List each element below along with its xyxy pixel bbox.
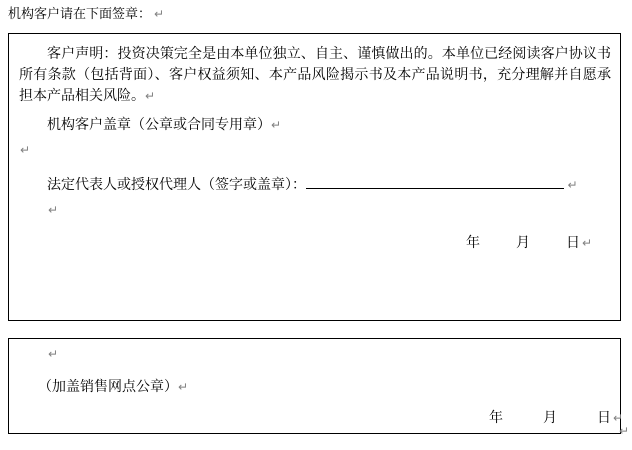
customer-declaration-paragraph (19, 44, 611, 107)
paragraph-mark-icon: ↵ (619, 424, 630, 438)
paragraph-mark-icon: ↵ (145, 89, 156, 103)
paragraph-mark-icon: ↵ (271, 118, 282, 132)
day-label: 日 (566, 236, 580, 251)
year-label: 年 (466, 236, 480, 251)
sales-outlet-seal-note: （加盖销售网点公章） (38, 380, 178, 395)
legal-representative-line (19, 175, 578, 196)
sales-outlet-seal-box (8, 338, 624, 434)
date-placeholder-line (489, 407, 623, 427)
org-seal-instruction-line (19, 115, 281, 136)
day-label: 日 (597, 411, 611, 426)
paragraph-mark-icon: ↵ (48, 203, 59, 217)
legal-rep-label: 法定代表人或授权代理人（签字或盖章）： (47, 178, 306, 193)
date-placeholder-line (466, 232, 592, 252)
paragraph-mark-icon: ↵ (178, 380, 189, 394)
empty-paragraph (20, 143, 30, 157)
page-title: 机构客户请在下面签章： (8, 6, 152, 21)
customer-declaration-text: 客户声明：投资决策完全是由本单位独立、自主、谨慎做出的。本单位已经阅读客户协议书所有条款（包括背面）、客户权益须知、本产品风险揭示书及本产品说明书，充分理解并自愿承担本产品相关风险。 (19, 47, 611, 104)
empty-paragraph (48, 203, 58, 217)
paragraph-mark-icon: ↵ (154, 7, 165, 21)
month-label: 月 (516, 236, 530, 251)
paragraph-mark-icon: ↵ (48, 347, 59, 361)
institutional-customer-signature-box (8, 33, 621, 321)
month-label: 月 (543, 411, 557, 426)
paragraph-mark-icon: ↵ (20, 143, 31, 157)
sales-outlet-seal-line (19, 377, 188, 398)
year-label: 年 (489, 411, 503, 426)
empty-paragraph (48, 347, 58, 361)
paragraph-mark-icon: ↵ (567, 178, 578, 192)
empty-paragraph (619, 422, 629, 440)
paragraph-mark-icon: ↵ (613, 411, 624, 425)
signature-line[interactable] (306, 175, 564, 189)
org-seal-instruction: 机构客户盖章（公章或合同专用章） (47, 118, 271, 133)
page-title-line (8, 3, 164, 22)
paragraph-mark-icon: ↵ (582, 236, 593, 250)
